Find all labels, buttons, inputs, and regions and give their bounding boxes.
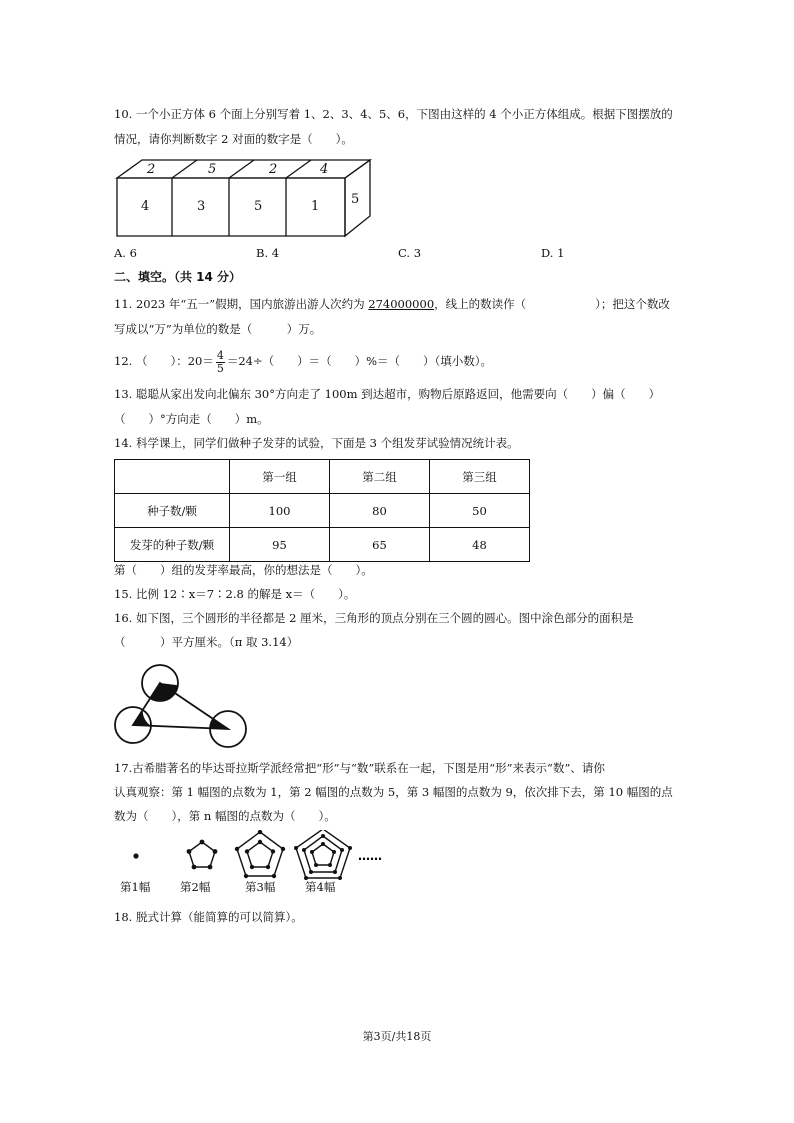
section-title: 二、填空。（共 14 分） <box>114 270 242 284</box>
table-cell: 50 <box>430 494 530 528</box>
table-header: 第三组 <box>430 460 530 494</box>
table-header: 第二组 <box>330 460 430 494</box>
option-b: B. 4 <box>256 246 280 260</box>
q17-line3: 数为（ ），第 n 幅图的点数为（ ）。 <box>114 809 336 823</box>
table-cell: 65 <box>330 528 430 562</box>
caption-fig4: 第4幅 <box>305 880 336 894</box>
q11-line2: 写成以“万”为单位的数是（ ）万。 <box>114 322 322 336</box>
q10-line2: 情况，请你判断数字 2 对面的数字是（ ）。 <box>114 132 353 146</box>
caption-fig2: 第2幅 <box>180 880 211 894</box>
q17-line2: 认真观察：第 1 幅图的点数为 1，第 2 幅图的点数为 5，第 3 幅图的点数为 9，依次排下去，第 10 幅图的点 <box>114 785 673 799</box>
table-cell: 95 <box>230 528 330 562</box>
caption-fig1: 第1幅 <box>120 880 151 894</box>
cube-front-1: 4 <box>141 199 150 214</box>
q11-number: 274000000 <box>368 297 435 311</box>
pattern-ellipsis: …… <box>358 849 382 863</box>
table-header-row <box>115 460 530 494</box>
page-footer: 第3页/共18页 <box>362 1030 432 1043</box>
cube-front-3: 5 <box>254 199 263 214</box>
q15-text: 15. 比例 12∶x＝7∶2.8 的解是 x＝（ ）。 <box>114 587 356 601</box>
fraction-denominator: 5 <box>216 361 224 375</box>
cube-top-3: 2 <box>269 162 278 177</box>
q16-line1: 16. 如下图，三个圆形的半径都是 2 厘米，三角形的顶点分别在三个圆的圆心。图中涂色部分的面积是 <box>114 611 634 625</box>
seed-table <box>114 459 530 562</box>
q12-line <box>114 346 492 376</box>
q14-intro: 14. 科学课上，同学们做种子发芽的试验，下面是 3 个组发芽试验情况统计表。 <box>114 436 519 450</box>
q14-after: 第（ ）组的发芽率最高，你的想法是（ ）。 <box>114 563 373 577</box>
table-cell: 种子数/颗 <box>115 494 230 528</box>
caption-fig3: 第3幅 <box>245 880 276 894</box>
q12-part2: ＝24÷（ ）＝（ ）%＝（ ）（填小数）。 <box>226 354 493 368</box>
cube-top-1: 2 <box>147 162 156 177</box>
table-cell: 48 <box>430 528 530 562</box>
cube-side: 5 <box>351 192 360 207</box>
circle-triangle-figure <box>108 660 268 752</box>
pentagon-pattern-figure <box>120 830 400 880</box>
table-header: 第一组 <box>230 460 330 494</box>
cube-figure <box>112 158 372 238</box>
table-row <box>115 494 530 528</box>
q13-line2: （ ）°方向走（ ）m。 <box>114 412 269 426</box>
table-row <box>115 528 530 562</box>
q11-part2: ，线上的数读作（ ）；把这个数改 <box>434 297 670 311</box>
fraction-numerator: 4 <box>216 348 224 362</box>
table-cell: 发芽的种子数/颗 <box>115 528 230 562</box>
q17-line1: 17.古希腊著名的毕达哥拉斯学派经常把“形”与“数”联系在一起，下图是用“形”来表示“数”、请你 <box>114 761 605 775</box>
q13-line1: 13. 聪聪从家出发向北偏东 30°方向走了 100m 到达超市，购物后原路返回，他需要向（ ）偏（ ） <box>114 387 661 401</box>
q12-fraction <box>216 350 225 375</box>
table-header <box>115 460 230 494</box>
option-a: A. 6 <box>114 246 137 260</box>
option-d: D. 1 <box>541 246 565 260</box>
table-cell: 100 <box>230 494 330 528</box>
cube-top-4: 4 <box>320 162 329 177</box>
q18-text: 18. 脱式计算（能简算的可以简算）。 <box>114 910 303 924</box>
q11-part1: 11. 2023 年“五一”假期，国内旅游出游人次约为 <box>114 297 369 311</box>
cube-front-4: 1 <box>311 199 320 214</box>
q11-line1 <box>114 296 670 312</box>
table-cell: 80 <box>330 494 430 528</box>
q10-line1: 10. 一个小正方体 6 个面上分别写着 1、2、3、4、5、6，下图由这样的 4 个小正方体组成。根据下图摆放的 <box>114 107 673 121</box>
option-c: C. 3 <box>398 246 422 260</box>
cube-front-2: 3 <box>197 199 206 214</box>
q16-line2: （ ）平方厘米。（π 取 3.14） <box>114 635 299 649</box>
cube-top-2: 5 <box>208 162 217 177</box>
q12-part1: 12. （ ）：20＝ <box>114 354 214 368</box>
